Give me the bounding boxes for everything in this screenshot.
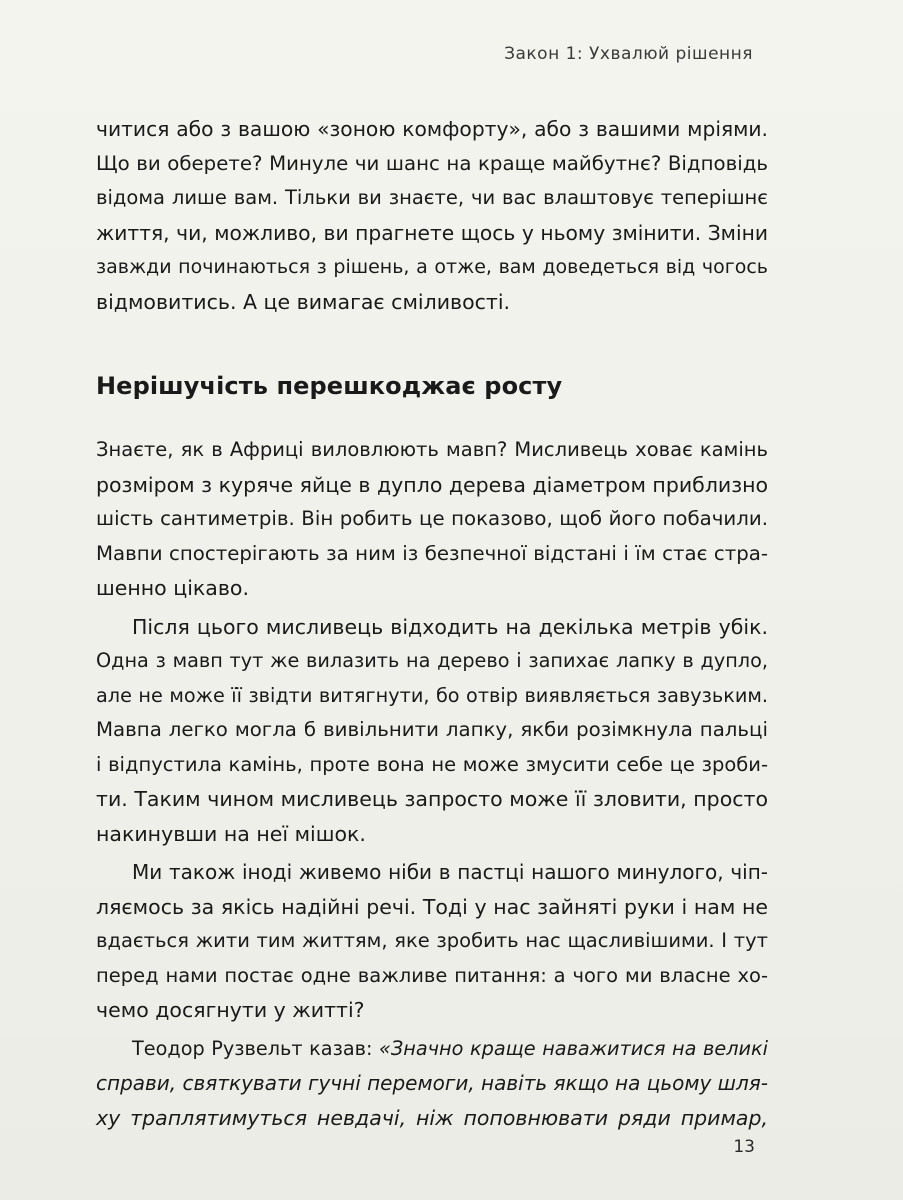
text-line: ти. Таким чином мисливець запросто може її зловити, просто (96, 787, 768, 811)
paragraph-2 (96, 610, 768, 852)
text-line: вдається жити тим життям, яке зробить нас щасливішими. І тут (96, 929, 768, 952)
paragraph-1 (96, 433, 768, 606)
text-line: Ми також іноді живемо ніби в пастці нашого минулого, чіп- (132, 860, 768, 884)
paragraph-4 (96, 1032, 768, 1136)
text-line: ху траплятимуться невдачі, ніж поповнювати ряди примар, (96, 1105, 768, 1130)
text-line: Мавпи спостерігають за ним із безпечної відстані і їм стає стра- (96, 541, 768, 565)
text-line: і відпустила камінь, проте вона не може змусити себе це зроби- (96, 752, 768, 776)
running-head: Закон 1: Ухвалюй рішення (504, 44, 753, 64)
text-line: завжди починаються з рішень, а отже, вам доведеться від чогось (96, 256, 768, 278)
text-line: Одна з мавп тут же вилазить на дерево і запихає лапку в дупло, (96, 649, 768, 672)
text-line: життя, чи, можливо, ви прагнете щось у ньому змінити. Зміни (96, 220, 768, 245)
text-line: Що ви оберете? Минуле чи шанс на краще майбутнє? Відповідь (96, 151, 768, 175)
paragraph-3 (96, 855, 768, 1028)
text-line: перед нами постає одне важливе питання: а чого ми власне хо- (96, 963, 768, 987)
text-line: ляємось за якісь надійні речі. Тоді у нас зайняті руки і нам не (96, 894, 768, 919)
page-number: 13 (733, 1137, 755, 1157)
body-text (96, 112, 768, 1135)
text-line: відома лише вам. Тільки ви знаєте, чи вас влаштовує теперішнє (96, 186, 768, 209)
text-line: читися або з вашою «зоною комфорту», або з вашими мріями. (96, 117, 768, 141)
quote-text: «Значно краще наважитися на великі (379, 1036, 768, 1060)
text-line: Мавпа легко могла б вивільнити лапку, якби розімкнула пальці (96, 718, 768, 741)
section-heading: Нерішучість перешкоджає росту (96, 372, 563, 400)
text-line: шість сантиметрів. Він робить це показово, щоб його побачили. (96, 507, 768, 530)
text-line: накинувши на неї мішок. (96, 821, 366, 846)
text-line: справи, святкувати гучні перемоги, навіть якщо на цьому шля- (96, 1071, 768, 1095)
text-line: але не може її звідти витягнути, бо отвір виявляється завузьким. (96, 683, 768, 707)
text-line: відмовитись. А це вимагає сміливості. (96, 289, 511, 314)
text-line: розміром з куряче яйце в дупло дерева діаметром приблизно (96, 472, 769, 497)
text-line: Після цього мисливець відходить на декілька метрів убік. (132, 614, 768, 639)
section-intro-paragraph (96, 112, 768, 319)
text-line: Знаєте, як в Африці виловлюють мавп? Мисливець ховає камінь (96, 438, 768, 461)
text-line: шенно цікаво. (96, 576, 249, 600)
text-line (96, 1032, 768, 1067)
text-line: чемо досягнути у житті? (96, 998, 365, 1022)
quote-intro: Теодор Рузвельт казав: (132, 1036, 380, 1060)
